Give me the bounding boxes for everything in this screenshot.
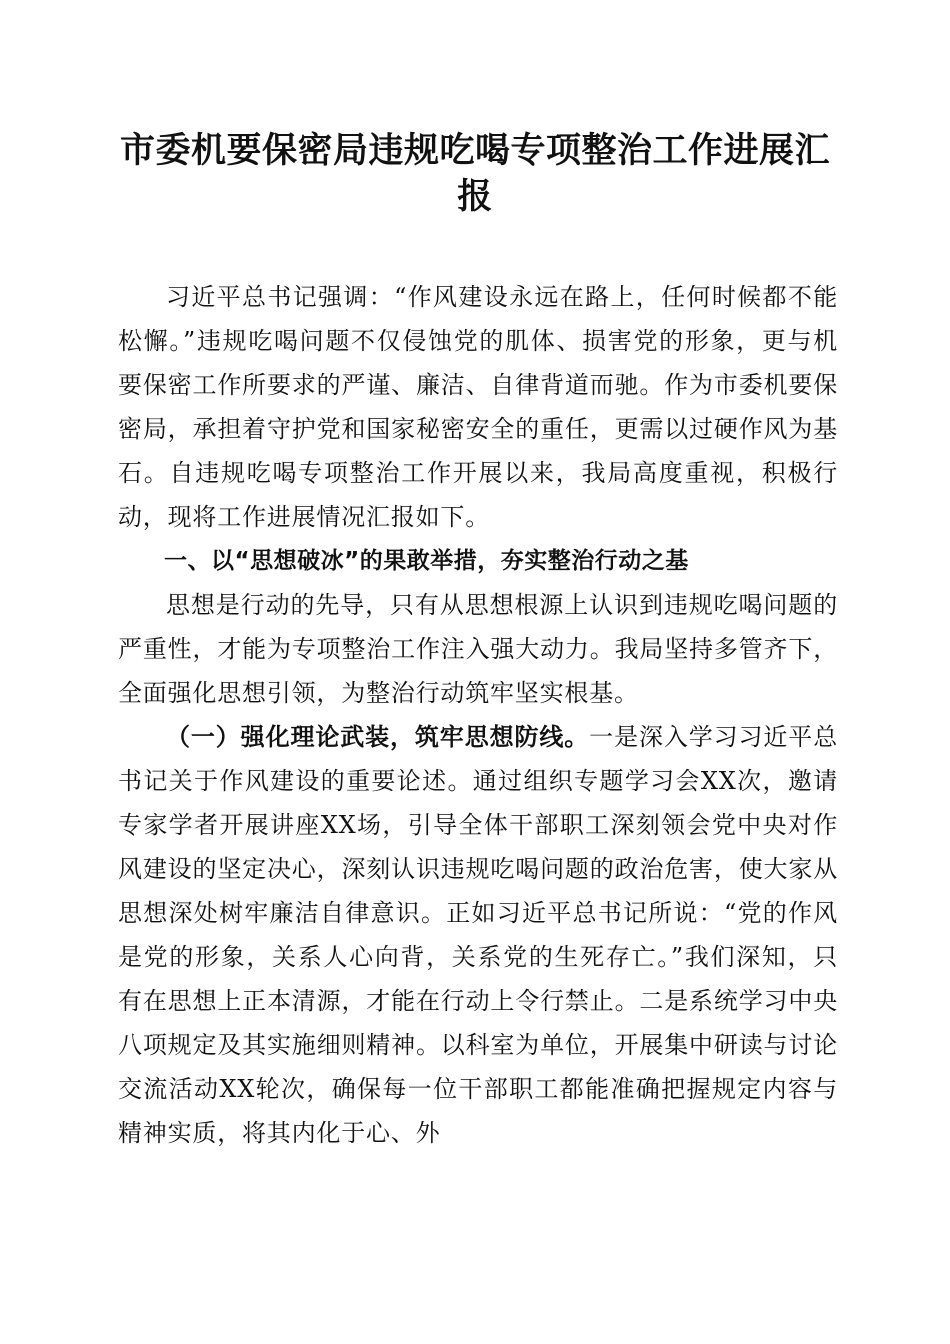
section-heading-1: 一、以“思想破冰”的果敢举措，夯实整治行动之基 xyxy=(164,548,689,574)
section-1-paragraph: 思想是行动的先导，只有从思想根源上认识到违规吃喝问题的严重性，才能为专项整治工作注入强大动力。我局坚持多管齐下，全面强化思想引领，为整治行动筑牢坚实根基。 xyxy=(118,591,838,707)
document-body xyxy=(118,275,838,1155)
subsection-1-lead: （一）强化理论武装，筑牢思想防线。 xyxy=(166,722,590,751)
document-title: 市委机要保密局违规吃喝专项整治工作进展汇报 xyxy=(119,130,830,217)
subsection-1-text: 一是深入学习习近平总书记关于作风建设的重要论述。通过组织专题学习会XX次，邀请专家学者开展讲座XX场，引导全体干部职工深刻领会党中央对作风建设的坚定决心，深刻认识违规吃喝问题的政治危害，使大家从思想深处树牢廉洁自律意识。正如习近平总书记所说：“党的作风是党的形象，关系人心向背，关系党的生死存亡。”我们深知，只有在思想上正本清源，才能在行动上令行禁止。二是系统学习中央八项规定及其实施细则精神。以科室为单位，开展集中研读与讨论交流活动XX轮次，确保每一位干部职工都能准确把握规定内容与精神实质，将其内化于心、外 xyxy=(118,723,838,1147)
intro-paragraph: 习近平总书记强调：“作风建设永远在路上，任何时候都不能松懈。”违规吃喝问题不仅侵蚀党的肌体、损害党的形象，更与机要保密工作所要求的严谨、廉洁、自律背道而驰。作为市委机要保密局，承担着守护党和国家秘密安全的重任，更需以过硬作风为基石。自违规吃喝专项整治工作开展以来，我局高度重视，积极行动，现将工作进展情况汇报如下。 xyxy=(118,283,838,531)
subsection-1-paragraph xyxy=(118,715,838,1155)
